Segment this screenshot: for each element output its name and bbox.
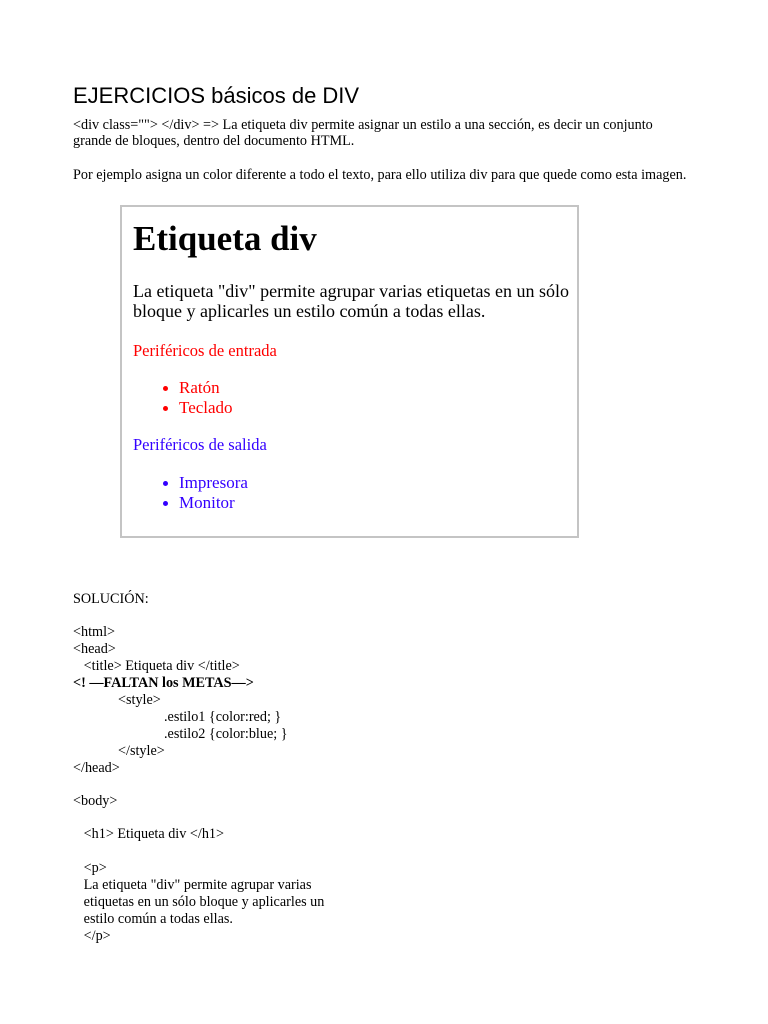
code-line: </head> bbox=[73, 760, 120, 776]
code-line: .estilo1 {color:red; } bbox=[164, 709, 282, 725]
solution-label: SOLUCIÓN: bbox=[73, 591, 149, 607]
code-line: <p> bbox=[73, 860, 107, 876]
code-line: <html> bbox=[73, 624, 116, 640]
input-devices-heading: Periféricos de entrada bbox=[133, 341, 277, 360]
code-line: <title> Etiqueta div </title> bbox=[73, 658, 240, 674]
code-line: .estilo2 {color:blue; } bbox=[164, 726, 288, 742]
code-comment: <! —FALTAN los METAS—> bbox=[73, 675, 254, 691]
output-devices-heading: Periféricos de salida bbox=[133, 435, 267, 454]
page-title: EJERCICIOS básicos de DIV bbox=[73, 83, 360, 108]
list-item: Teclado bbox=[161, 398, 233, 418]
code-line: <body> bbox=[73, 793, 118, 809]
list-item: Ratón bbox=[161, 378, 233, 398]
code-line: La etiqueta "div" permite agrupar varias bbox=[73, 877, 312, 893]
code-line: estilo común a todas ellas. bbox=[73, 911, 233, 927]
output-devices-list bbox=[161, 473, 248, 513]
intro-paragraph: <div class=""> </div> => La etiqueta div permite asignar un estilo a una sección, es decir un conjunto grande de bloques, dentro del documento HTML. bbox=[73, 117, 653, 149]
list-item: Impresora bbox=[161, 473, 248, 493]
figure-heading: Etiqueta div bbox=[133, 219, 317, 258]
list-item: Monitor bbox=[161, 493, 248, 513]
code-line: etiquetas en un sólo bloque y aplicarles un bbox=[73, 894, 325, 910]
figure-paragraph: La etiqueta "div" permite agrupar varias etiquetas en un sólo bloque y aplicarles un estilo común a todas ellas. bbox=[133, 281, 570, 321]
example-image bbox=[120, 205, 579, 538]
code-line: <style> bbox=[118, 692, 161, 708]
example-paragraph: Por ejemplo asigna un color diferente a todo el texto, para ello utiliza div para que quede como esta imagen. bbox=[73, 167, 687, 183]
code-line: </p> bbox=[73, 928, 111, 944]
code-line: </style> bbox=[118, 743, 165, 759]
code-line: <h1> Etiqueta div </h1> bbox=[73, 826, 225, 842]
code-line: <head> bbox=[73, 641, 116, 657]
input-devices-list bbox=[161, 378, 233, 418]
